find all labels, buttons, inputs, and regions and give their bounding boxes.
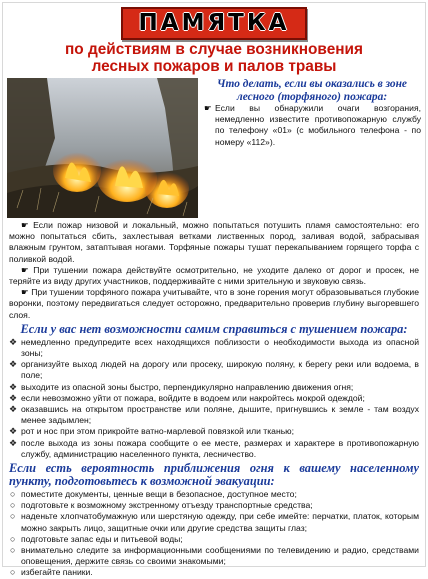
subtitle-line-1: по действиям в случае возникновения bbox=[64, 41, 363, 58]
section1-item: ☛ Если вы обнаружили очаги возгорания, немедленно известите противопожарную службу по телефону «01» (с мобильного телефона - по номеру «112»). bbox=[204, 103, 421, 147]
header bbox=[3, 3, 425, 75]
list-item: ○ поместите документы, ценные вещи в безопасное, доступное место; bbox=[10, 489, 297, 500]
section2-heading: Если у вас нет возможности самим справиться с тушением пожара: bbox=[20, 321, 408, 336]
pointing-hand-icon: ☛ bbox=[204, 103, 212, 113]
section3-list bbox=[9, 489, 419, 579]
list-item: ❖ если невозможно уйти от пожара, войдите в водоем или накройтесь мокрой одеждой; bbox=[9, 392, 365, 403]
list-item: ❖ немедленно предупредите всех находящихся поблизости о необходимости выхода из опасной зоны; bbox=[9, 336, 419, 359]
diamond-bullet-icon: ❖ bbox=[9, 437, 18, 448]
diamond-bullet-icon: ❖ bbox=[9, 359, 18, 370]
intro-text bbox=[203, 78, 421, 148]
pointing-hand-icon: ☛ bbox=[21, 264, 29, 275]
pointing-hand-icon: ☛ bbox=[21, 220, 29, 230]
body bbox=[3, 220, 425, 579]
circle-bullet-icon: ○ bbox=[10, 567, 16, 578]
diamond-bullet-icon: ❖ bbox=[9, 392, 18, 403]
section2-list bbox=[9, 337, 419, 460]
pointing-hand-icon: ☛ bbox=[21, 287, 29, 298]
circle-bullet-icon: ○ bbox=[10, 489, 16, 500]
subtitle-line-2: лесных пожаров и палов травы bbox=[91, 57, 337, 75]
circle-bullet-icon: ○ bbox=[10, 533, 16, 544]
circle-bullet-icon: ○ bbox=[10, 511, 16, 522]
title-banner bbox=[121, 7, 308, 40]
list-item: ❖ организуйте выход людей на дорогу или просеку, широкую поляну, к берегу реки или водоема, в поле; bbox=[9, 359, 419, 381]
list-item: ❖ после выхода из зоны пожара сообщите о ее месте, размерах и характере в противопожарную службу, администрацию населенного пункта, лесничество. bbox=[9, 437, 419, 459]
diamond-bullet-icon: ❖ bbox=[9, 381, 18, 392]
list-item: ❖ рот и нос при этом прикройте ватно-марлевой повязкой или тканью; bbox=[9, 426, 295, 437]
list-item: ❖ оказавшись на открытом пространстве или поляне, дышите, пригнувшись к земле - там воздух менее задымлен; bbox=[9, 404, 419, 426]
section1-paragraph: ☛ При тушении пожара действуйте осмотрительно, не уходите далеко от дорог и просек, не теряйте из виду других участников, поддерживайте с ними зрительную и звуковую связь. bbox=[9, 264, 420, 287]
section1-paragraph: ☛ Если пожар низовой и локальный, можно попытаться потушить пламя самостоятельно: его можно попытаться сбить, захлестывая ветками лиственных пород, заливая водой, забрасывая влажным грунтом, затаптывая ногами. Торфяные пожары тушат перекапыванием горящего торфа с поливкой водой. bbox=[9, 220, 419, 264]
circle-bullet-icon: ○ bbox=[10, 545, 16, 556]
forest-fire-photo bbox=[7, 78, 198, 218]
circle-bullet-icon: ○ bbox=[10, 500, 16, 511]
list-item: ○ подготовьте к возможному экстренному отъезду транспортные средства; bbox=[10, 500, 313, 511]
diamond-bullet-icon: ❖ bbox=[9, 336, 18, 347]
page-title: ПАМЯТКА bbox=[138, 10, 290, 36]
subtitle bbox=[3, 42, 425, 75]
list-item: ○ подготовьте запас еды и питьевой воды; bbox=[10, 533, 183, 544]
intro-block bbox=[3, 78, 425, 218]
list-item: ❖ выходите из опасной зоны быстро, перпендикулярно направлению движения огня; bbox=[9, 381, 354, 392]
diamond-bullet-icon: ❖ bbox=[9, 426, 18, 437]
section1-paragraph: ☛ При тушении торфяного пожара учитывайте, что в зоне горения могут образовываться глубокие воронки, поэтому передвигаться следует осторожно, предварительно проверив глубину выгоревшего слоя. bbox=[9, 287, 420, 320]
section3-heading: Если есть вероятность приближения огня к вашему населенному пункту, подготовьтесь к возможной эвакуации: bbox=[9, 461, 419, 489]
diamond-bullet-icon: ❖ bbox=[9, 404, 18, 415]
list-item: ○ наденьте хлопчатобумажную или шерстяную одежду, при себе имейте: перчатки, платок, которым можно закрыть лицо, защитные очки или другие средства защиты глаз; bbox=[10, 511, 419, 533]
list-item: ○ внимательно следите за информационными сообщениями по телевидению и радио, средствами оповещения, держите связь со своими знакомыми; bbox=[10, 545, 419, 567]
list-item: ○ избегайте паники. bbox=[10, 567, 93, 578]
section1-heading: Что делать, если вы оказались в зоне лесного (торфяного) пожара: bbox=[217, 78, 407, 103]
leaflet bbox=[2, 2, 426, 578]
